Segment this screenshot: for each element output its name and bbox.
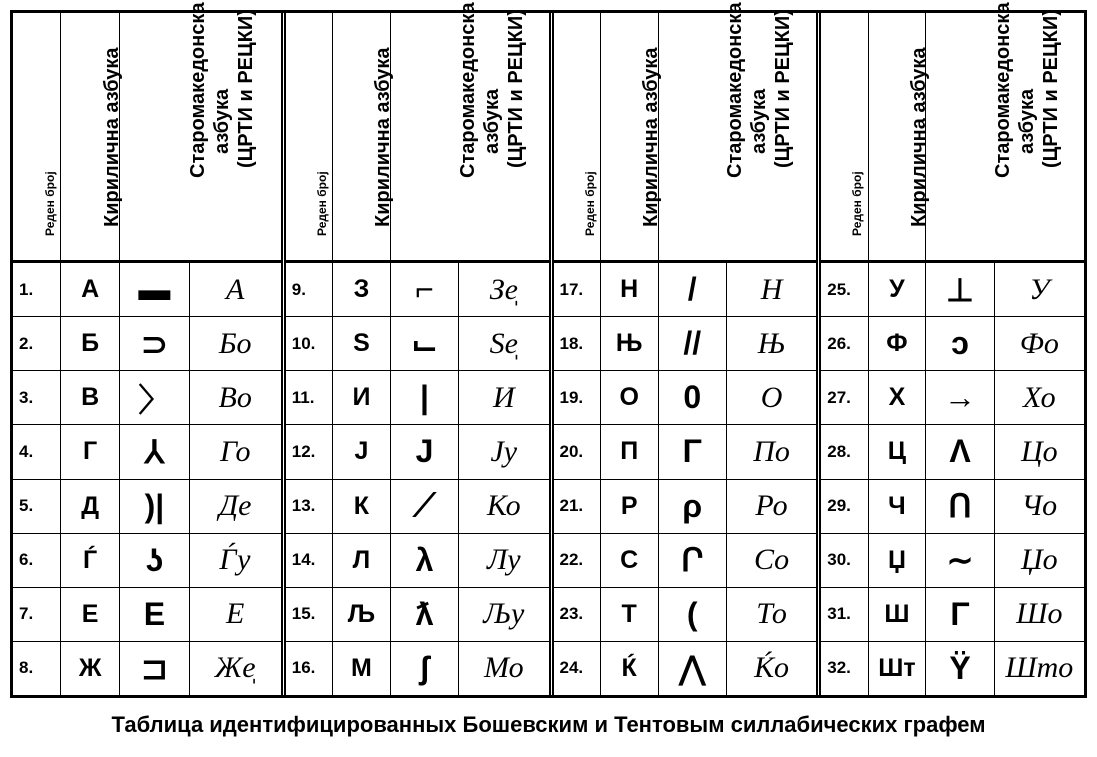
table-row	[286, 371, 549, 425]
cyrillic-letter: Ч	[869, 480, 927, 533]
cyrillic-letter: Ф	[869, 317, 927, 370]
table-row	[13, 263, 281, 317]
header-cyrillic-label: Кирилична азбука	[907, 47, 930, 227]
table-row	[13, 425, 281, 479]
cyrillic-letter: Њ	[601, 317, 659, 370]
table-caption: Таблица идентифицированных Бошевским и Тентовым силлабических графем	[111, 712, 986, 737]
syllable-reading: Же̩	[214, 651, 256, 685]
row-number: 12.	[286, 425, 333, 478]
table-row	[286, 317, 549, 371]
header-cyrillic-label: Кирилична азбука	[372, 47, 395, 227]
table-row	[554, 642, 817, 695]
syllable-reading: Мо	[484, 651, 524, 685]
cyrillic-letter: Ж	[61, 642, 120, 695]
header-old-line-1: Старомакедонска	[456, 2, 479, 178]
header-cell-number	[286, 13, 333, 260]
header-number-label: Реден број	[42, 171, 57, 236]
header-old-macedonian-label	[991, 2, 1063, 178]
header-number-label: Реден број	[582, 171, 597, 236]
old-macedonian-glyph: Γ	[659, 425, 727, 478]
table-row	[286, 534, 549, 588]
syllable-reading: О	[760, 380, 783, 414]
row-number: 3.	[13, 371, 61, 424]
cyrillic-letter: Ц	[869, 425, 927, 478]
syllable-reading: Ќо	[754, 651, 790, 685]
old-macedonian-glyph: |	[391, 371, 459, 424]
table-row	[13, 642, 281, 695]
table-header	[286, 2, 549, 263]
table-row	[554, 480, 817, 534]
header-old-line-2: азбука	[1016, 88, 1039, 154]
syllable-reading: Ро	[755, 489, 788, 523]
syllable-reading: Ју	[490, 434, 518, 468]
row-number: 5.	[13, 480, 61, 533]
table-row	[554, 263, 817, 317]
table-row	[554, 425, 817, 479]
table-body	[821, 263, 1084, 695]
row-number: 11.	[286, 371, 333, 424]
header-old-macedonian-label	[456, 2, 528, 178]
table-row	[286, 588, 549, 642]
table-row	[554, 588, 817, 642]
old-macedonian-glyph: (	[659, 588, 727, 641]
syllable-reading: Цо	[1020, 434, 1058, 468]
row-number: 21.	[554, 480, 601, 533]
row-number: 15.	[286, 588, 333, 641]
row-number: 6.	[13, 534, 61, 587]
syllable-reading: Лу	[486, 543, 521, 577]
syllable-reading: Во	[218, 380, 252, 414]
cyrillic-letter: К	[333, 480, 391, 533]
row-number: 2.	[13, 317, 61, 370]
cyrillic-letter: Ш	[869, 588, 927, 641]
cyrillic-letter: С	[601, 534, 659, 587]
old-macedonian-glyph: ρ	[659, 480, 727, 533]
table-block	[13, 2, 281, 695]
old-macedonian-glyph: //	[659, 317, 727, 370]
syllable-reading: Н	[760, 272, 783, 306]
cyrillic-letter: Ќ	[601, 642, 659, 695]
header-cell-old-macedonian	[659, 2, 817, 260]
old-macedonian-glyph: 〉	[120, 371, 190, 424]
old-macedonian-glyph: ⊐	[120, 642, 190, 695]
cyrillic-letter: О	[601, 371, 659, 424]
old-macedonian-glyph: Ϋ	[926, 642, 994, 695]
old-macedonian-glyph: ⌙	[391, 317, 459, 370]
table-row	[13, 317, 281, 371]
old-macedonian-glyph: Ր	[659, 534, 727, 587]
table-row	[286, 480, 549, 534]
row-number: 13.	[286, 480, 333, 533]
header-old-line-1: Старомакедонска	[992, 2, 1015, 178]
old-macedonian-glyph: E	[120, 588, 190, 641]
header-cell-cyrillic	[601, 13, 663, 260]
syllable-reading: По	[753, 434, 790, 468]
row-number: 28.	[821, 425, 868, 478]
syllable-reading: Зе̩	[489, 272, 518, 306]
table-header	[13, 2, 281, 263]
old-macedonian-glyph: ⌐	[391, 263, 459, 316]
table-body	[554, 263, 817, 695]
syllable-reading: Ѓу	[220, 543, 251, 577]
table-header	[821, 2, 1084, 263]
row-number: 26.	[821, 317, 868, 370]
header-old-macedonian-label	[723, 2, 795, 178]
header-old-line-1: Старомакедонска	[724, 2, 747, 178]
old-macedonian-glyph: ∼	[926, 534, 994, 587]
old-macedonian-glyph: J	[391, 425, 459, 478]
syllabic-table	[10, 2, 1087, 698]
header-old-line-3: (ЦРТИ и РЕЦКИ)	[504, 9, 527, 168]
table-block	[281, 2, 549, 695]
header-cell-number	[554, 13, 601, 260]
row-number: 17.	[554, 263, 601, 316]
syllable-reading: Sе̩	[489, 326, 518, 360]
table-row	[821, 480, 1084, 534]
row-number: 27.	[821, 371, 868, 424]
header-cyrillic-label: Кирилична азбука	[640, 47, 663, 227]
row-number: 31.	[821, 588, 868, 641]
table-row	[286, 425, 549, 479]
header-old-macedonian-label	[186, 2, 258, 178]
old-macedonian-glyph: ʖ	[120, 534, 190, 587]
syllable-reading: Љу	[483, 597, 525, 631]
syllable-reading: Што	[1005, 651, 1074, 685]
table-row	[821, 588, 1084, 642]
cyrillic-letter: Љ	[333, 588, 391, 641]
old-macedonian-glyph: ⊃	[120, 317, 190, 370]
syllable-reading: Чо	[1021, 489, 1058, 523]
table-row	[821, 425, 1084, 479]
syllable-reading: Ко	[486, 489, 521, 523]
header-old-line-1: Старомакедонска	[187, 2, 210, 178]
syllable-reading: А	[226, 272, 245, 306]
old-macedonian-glyph: ⟋	[391, 480, 459, 533]
header-old-line-3: (ЦРТИ и РЕЦКИ)	[772, 9, 795, 168]
cyrillic-letter: Х	[869, 371, 927, 424]
old-macedonian-glyph: ƛ	[391, 588, 459, 641]
row-number: 18.	[554, 317, 601, 370]
old-macedonian-glyph: →	[926, 371, 994, 424]
row-number: 22.	[554, 534, 601, 587]
cyrillic-letter: S	[333, 317, 391, 370]
cyrillic-letter: У	[869, 263, 927, 316]
row-number: 14.	[286, 534, 333, 587]
row-number: 24.	[554, 642, 601, 695]
table-row	[821, 642, 1084, 695]
header-cell-old-macedonian	[391, 2, 549, 260]
cyrillic-letter: И	[333, 371, 391, 424]
header-number-label: Реден број	[850, 171, 865, 236]
cyrillic-letter: З	[333, 263, 391, 316]
syllable-reading: То	[756, 597, 787, 631]
cyrillic-letter: Ѓ	[61, 534, 120, 587]
syllable-reading: У	[1029, 272, 1050, 306]
row-number: 32.	[821, 642, 868, 695]
row-number: 4.	[13, 425, 61, 478]
table-row	[13, 534, 281, 588]
table-row	[554, 534, 817, 588]
syllable-reading: Де	[219, 489, 252, 523]
old-macedonian-glyph: )|	[120, 480, 190, 533]
cyrillic-letter: П	[601, 425, 659, 478]
header-cell-old-macedonian	[120, 2, 281, 260]
cyrillic-letter: Т	[601, 588, 659, 641]
table-row	[821, 317, 1084, 371]
table-row	[554, 317, 817, 371]
row-number: 23.	[554, 588, 601, 641]
header-cell-number	[821, 13, 868, 260]
cyrillic-letter: А	[61, 263, 120, 316]
row-number: 10.	[286, 317, 333, 370]
header-cell-cyrillic	[61, 13, 124, 260]
table-row	[13, 480, 281, 534]
old-macedonian-glyph: Ʌ	[926, 425, 994, 478]
cyrillic-letter: Д	[61, 480, 120, 533]
cyrillic-letter: Шт	[869, 642, 927, 695]
header-cell-cyrillic	[869, 13, 930, 260]
table-block	[549, 2, 817, 695]
cyrillic-letter: Н	[601, 263, 659, 316]
table-row	[286, 642, 549, 695]
table-header	[554, 2, 817, 263]
row-number: 29.	[821, 480, 868, 533]
old-macedonian-glyph: Γ	[926, 588, 994, 641]
cyrillic-letter: Е	[61, 588, 120, 641]
old-macedonian-glyph: ⊥	[926, 263, 994, 316]
syllable-reading: Њ	[757, 326, 786, 360]
old-macedonian-glyph: ⅄	[120, 425, 190, 478]
cyrillic-letter: Б	[61, 317, 120, 370]
row-number: 30.	[821, 534, 868, 587]
table-row	[13, 371, 281, 425]
table-block	[816, 2, 1084, 695]
header-number-label: Реден број	[314, 171, 329, 236]
syllable-reading: Фо	[1019, 326, 1059, 360]
header-old-line-3: (ЦРТИ и РЕЦКИ)	[1040, 9, 1063, 168]
header-cyrillic-label: Кирилична азбука	[101, 47, 124, 227]
row-number: 9.	[286, 263, 333, 316]
table-row	[554, 371, 817, 425]
cyrillic-letter: Ј	[333, 425, 391, 478]
header-old-line-2: азбука	[748, 88, 771, 154]
row-number: 19.	[554, 371, 601, 424]
old-macedonian-glyph: Ո	[926, 480, 994, 533]
table-row	[286, 263, 549, 317]
old-macedonian-glyph: ▬	[120, 263, 190, 316]
table-row	[13, 588, 281, 642]
syllable-reading: Бо	[218, 326, 252, 360]
old-macedonian-glyph: ʃ	[391, 642, 459, 695]
syllable-reading: Џо	[1020, 543, 1058, 577]
header-cell-number	[13, 13, 61, 260]
old-macedonian-glyph: 0	[659, 371, 727, 424]
row-number: 8.	[13, 642, 61, 695]
table-body	[13, 263, 281, 695]
header-old-line-3: (ЦРТИ и РЕЦКИ)	[235, 9, 258, 168]
row-number: 20.	[554, 425, 601, 478]
syllable-reading: Го	[219, 434, 251, 468]
syllable-reading: Хо	[1022, 380, 1056, 414]
old-macedonian-glyph: /	[659, 263, 727, 316]
row-number: 1.	[13, 263, 61, 316]
row-number: 25.	[821, 263, 868, 316]
row-number: 16.	[286, 642, 333, 695]
old-macedonian-glyph: ↄ	[926, 317, 994, 370]
cyrillic-letter: Л	[333, 534, 391, 587]
cyrillic-letter: Р	[601, 480, 659, 533]
cyrillic-letter: В	[61, 371, 120, 424]
syllable-reading: Со	[753, 543, 790, 577]
table-body	[286, 263, 549, 695]
header-cell-cyrillic	[333, 13, 395, 260]
cyrillic-letter: М	[333, 642, 391, 695]
syllable-reading: Е	[226, 597, 245, 631]
table-row	[821, 371, 1084, 425]
header-cell-old-macedonian	[926, 2, 1084, 260]
syllable-reading: Шо	[1016, 597, 1063, 631]
syllable-reading: И	[492, 380, 515, 414]
header-old-line-2: азбука	[480, 88, 503, 154]
old-macedonian-glyph: ⋀	[659, 642, 727, 695]
header-old-line-2: азбука	[211, 88, 234, 154]
old-macedonian-glyph: λ	[391, 534, 459, 587]
cyrillic-letter: Џ	[869, 534, 927, 587]
row-number: 7.	[13, 588, 61, 641]
cyrillic-letter: Г	[61, 425, 120, 478]
table-row	[821, 263, 1084, 317]
table-row	[821, 534, 1084, 588]
